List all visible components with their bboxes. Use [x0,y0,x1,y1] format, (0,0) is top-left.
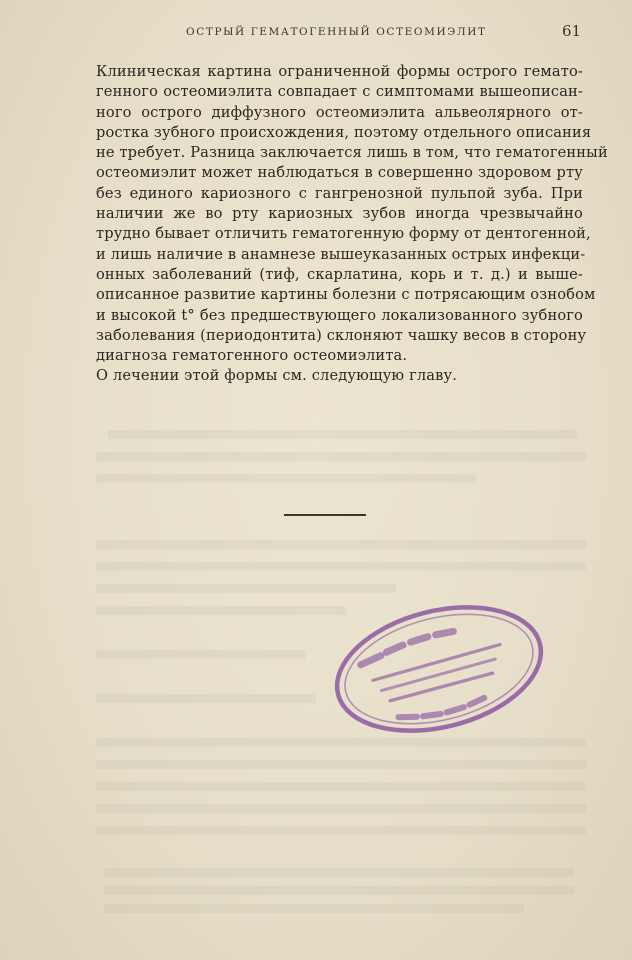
running-header [0,22,632,44]
text-line: и лишь наличие в анамнезе вышеуказанных острых инфекци- [96,245,586,263]
text-line: трудно бывает отличить гематогенную форму от дентогенной, [96,225,591,243]
text-line: ного острого диффузного остеомиэлита альвеолярного от- [96,103,583,121]
text-line: и высокой t° без предшествующего локализованного зубного [96,306,583,324]
body-text [96,62,608,387]
text-line: диагноза гематогенного остеомиэлита. [96,347,408,365]
text-line: заболевания (периодонтита) склоняют чашку весов в сторону [96,326,587,344]
paragraph-treatment-reference: О лечении этой формы см. следующую главу. [96,367,458,385]
text-line: наличии же во рту кариозных зубов иногда чрезвычайно [96,205,583,223]
text-line: описанное развитие картины болезни с потрясающим ознобом [96,286,596,304]
library-stamp [326,594,552,744]
text-line: не требует. Разница заключается лишь в том, что гематогенный [96,144,608,162]
running-title: ОСТРЫЙ ГЕМАТОГЕННЫЙ ОСТЕОМИЭЛИТ [186,26,487,38]
text-line: остеомиэлит может наблюдаться в совершенно здоровом рту [96,164,583,182]
text-line: Клиническая картина ограниченной формы острого гемато- [96,63,583,80]
text-line: ростка зубного происхождения, поэтому отдельного описания [96,123,592,141]
page-number: 61 [562,22,582,40]
section-divider [284,514,366,516]
text-line: без единого кариозного с гангренозной пульпой зуба. При [96,184,583,202]
text-line: генного остеомиэлита совпадает с симптомами вышеописан- [96,83,583,101]
stamp-icon [326,594,552,744]
text-line: онных заболеваний (тиф, скарлатина, корь и т. д.) и выше- [96,265,583,283]
